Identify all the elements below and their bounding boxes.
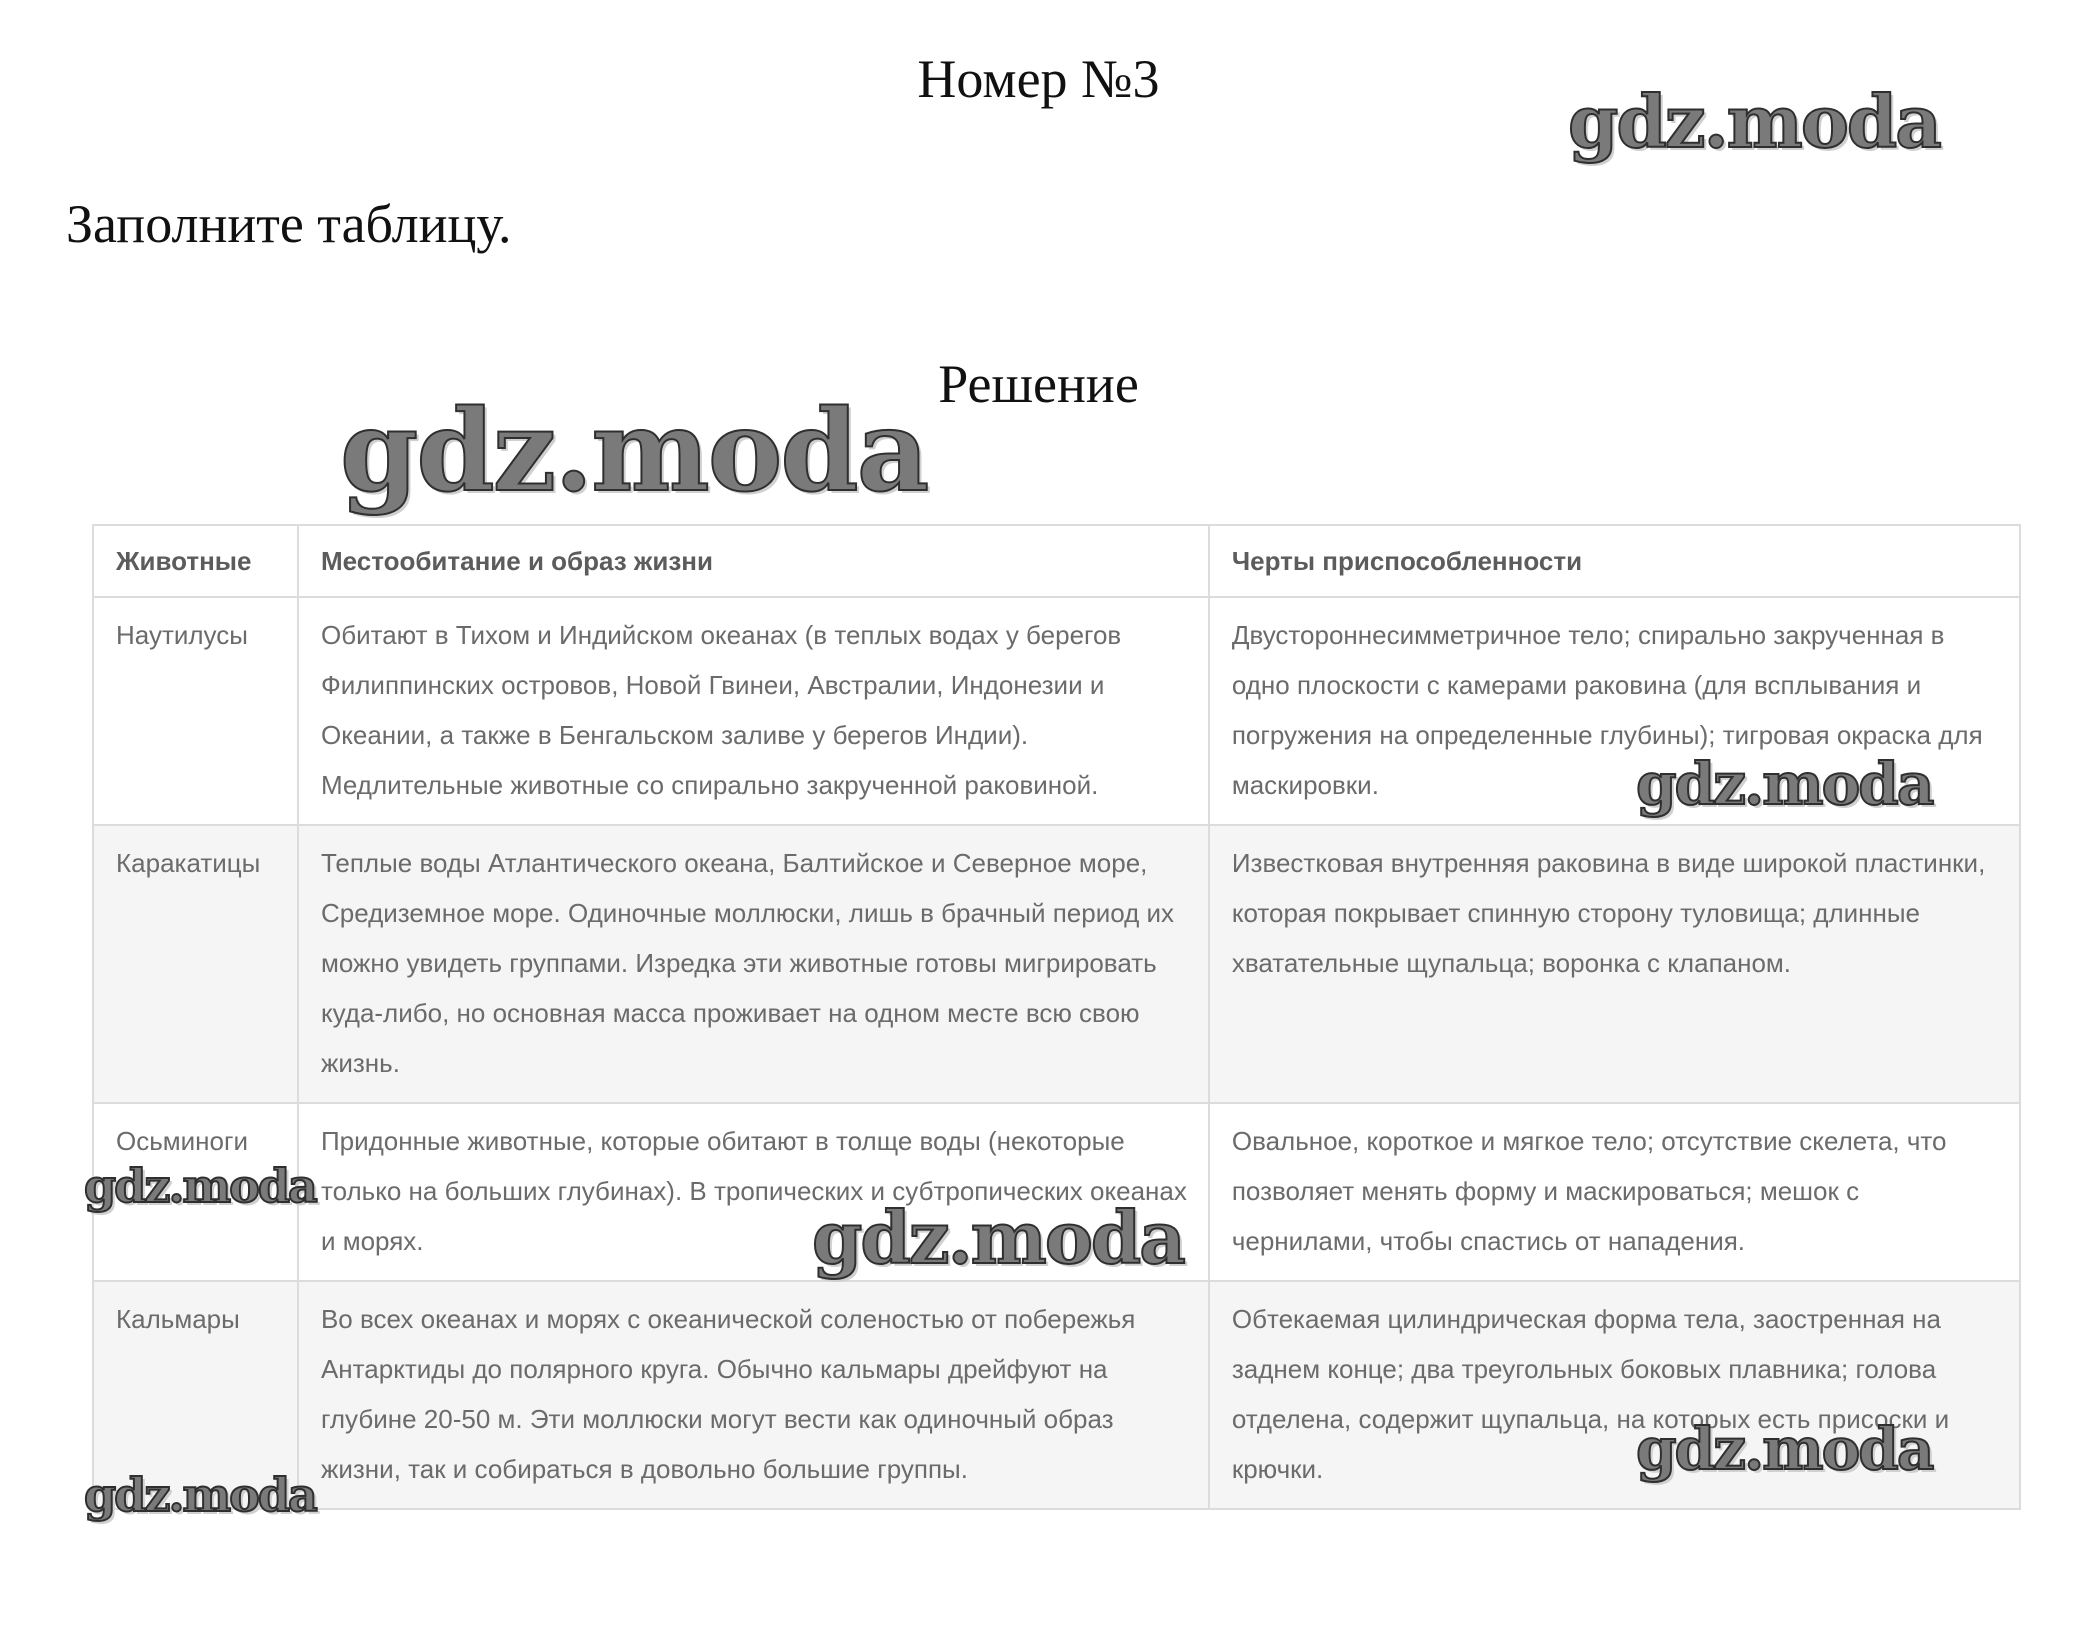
watermark: gdz.moda	[1636, 1415, 1933, 1483]
watermark: gdz.moda	[84, 1468, 316, 1522]
adaptations-cell: Обтекаемая цилиндрическая форма тела, заостренная на заднем конце; два треугольных боковых плавника; голова отделена, содержит щупальца, на которых есть присоски и крючки.	[1209, 1281, 2020, 1509]
habitat-cell: Обитают в Тихом и Индийском океанах (в теплых водах у берегов Филиппинских островов, Новой Гвинеи, Австралии, Индонезии и Океании, а также в Бенгальском заливе у берегов Индии). Медлительные животные со спирально закрученной раковиной.	[298, 597, 1209, 825]
solution-heading: Решение	[938, 354, 1139, 414]
watermark: gdz.moda	[340, 386, 928, 517]
adaptations-cell: Известковая внутренняя раковина в виде широкой пластинки, которая покрывает спинную сторону туловища; длинные хватательные щупальца; воронка с клапаном.	[1209, 825, 2020, 1103]
table-header-row	[93, 525, 2020, 597]
animal-cell: Осьминоги	[93, 1103, 298, 1281]
habitat-cell: Придонные животные, которые обитают в толще воды (некоторые только на больших глубинах). В тропических и субтропических океанах и морях.	[298, 1103, 1209, 1281]
habitat-cell: Теплые воды Атлантического океана, Балтийское и Северное море, Средиземное море. Одиночные моллюски, лишь в брачный период их можно увидеть группами. Изредка эти животные готовы мигрировать куда-либо, но основная масса проживает на одном месте всю свою жизнь.	[298, 825, 1209, 1103]
animal-cell: Наутилусы	[93, 597, 298, 825]
adaptations-cell: Двустороннесимметричное тело; спирально закрученная в одно плоскости с камерами раковина (для всплывания и погружения на определенные глубины); тигровая окраска для маскировки.	[1209, 597, 2020, 825]
table-row	[93, 825, 2020, 1103]
watermark: gdz.moda	[84, 1159, 316, 1213]
watermark: gdz.moda	[1568, 79, 1940, 164]
habitat-cell: Во всех океанах и морях с океанической соленостью от побережья Антарктиды до полярного круга. Обычно кальмары дрейфуют на глубине 20-50 м. Эти моллюски могут вести как одиночный образ жизни, так и собираться в довольно большие группы.	[298, 1281, 1209, 1509]
watermark: gdz.moda	[812, 1195, 1184, 1280]
adaptations-cell: Овальное, короткое и мягкое тело; отсутствие скелета, что позволяет менять форму и маскироваться; мешок с чернилами, чтобы спастись от нападения.	[1209, 1103, 2020, 1281]
header-habitat: Местообитание и образ жизни	[298, 525, 1209, 597]
header-adaptations: Черты приспособленности	[1209, 525, 2020, 597]
watermark: gdz.moda	[1636, 750, 1933, 818]
page-title: Номер №3	[917, 49, 1160, 109]
animal-cell: Кальмары	[93, 1281, 298, 1509]
answer-table	[92, 524, 2021, 1510]
task-text: Заполните таблицу.	[66, 194, 512, 254]
animal-cell: Каракатицы	[93, 825, 298, 1103]
header-animals: Животные	[93, 525, 298, 597]
